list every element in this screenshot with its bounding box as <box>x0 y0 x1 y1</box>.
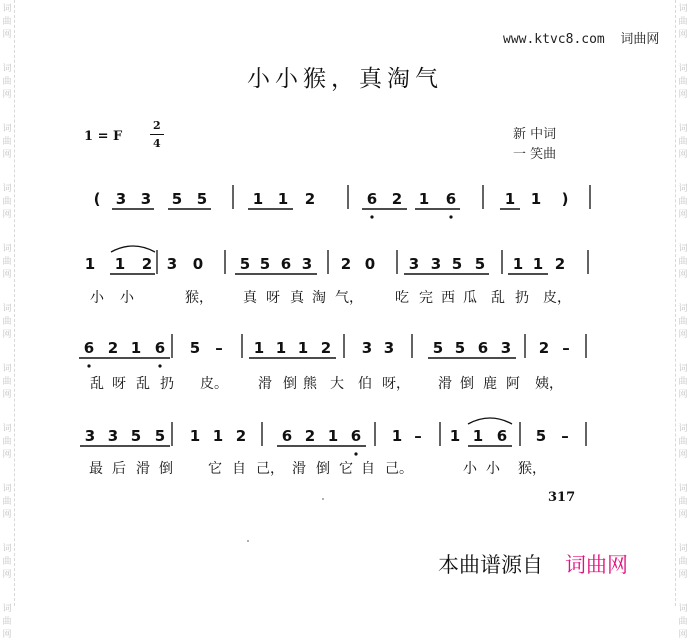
margin-glyph: 词 <box>678 364 688 374</box>
margin-glyph: 词 <box>2 484 12 494</box>
note-5: 5 <box>535 427 547 445</box>
margin-glyph: 曲 <box>678 257 688 267</box>
margin-glyph: 网 <box>678 150 688 160</box>
margin-glyph: 词 <box>2 124 12 134</box>
lyric-char: 小 <box>90 290 104 306</box>
margin-glyph: 网 <box>678 30 688 40</box>
dash-note: – <box>215 339 223 357</box>
note-3: 3 <box>301 255 313 273</box>
note-1: 1 <box>84 255 96 273</box>
note-1: 1 <box>297 339 309 357</box>
margin-glyph: 网 <box>678 390 688 400</box>
note-1: 1 <box>253 339 265 357</box>
margin-glyph: 词 <box>2 364 12 374</box>
lyric-char: 后 <box>112 461 126 477</box>
note-1: 1 <box>189 427 201 445</box>
margin-glyph: 网 <box>2 330 12 340</box>
composer-credit: 一 笑曲 <box>513 147 557 162</box>
note-0: 0 <box>364 255 376 273</box>
lyric-char: 姨， <box>535 376 563 392</box>
note-2: 2 <box>320 339 332 357</box>
margin-glyph: 曲 <box>2 497 12 507</box>
note-1: 1 <box>530 190 542 208</box>
note-2: 2 <box>107 339 119 357</box>
margin-glyph: 网 <box>2 570 12 580</box>
speck <box>322 498 324 500</box>
lyric-char: 滑 <box>438 376 452 392</box>
margin-glyph: 词 <box>2 604 12 614</box>
margin-glyph: 词 <box>678 484 688 494</box>
lyric-char: 己。 <box>385 461 413 477</box>
margin-glyph: 曲 <box>678 617 688 627</box>
note-5: 5 <box>171 190 183 208</box>
margin-glyph: 网 <box>2 30 12 40</box>
lyric-char: 真 <box>290 290 304 306</box>
note-5: 5 <box>259 255 271 273</box>
lyric-char: 瓜 <box>463 290 477 306</box>
lyric-char: 真 <box>243 290 257 306</box>
margin-glyph: 词 <box>678 64 688 74</box>
lyric-char: 呀 <box>266 290 280 306</box>
margin-glyph: 曲 <box>678 437 688 447</box>
note-5: 5 <box>130 427 142 445</box>
margin-glyph: 曲 <box>2 77 12 87</box>
tie-arc <box>468 418 512 424</box>
lyric-char: 倒 <box>159 461 173 477</box>
margin-glyph: 网 <box>678 450 688 460</box>
margin-glyph: 曲 <box>678 557 688 567</box>
lyric-char: 倒 <box>316 461 330 477</box>
margin-glyph: 词 <box>678 124 688 134</box>
note-6: 6 <box>496 427 508 445</box>
lyric-char: 呀 <box>112 376 126 392</box>
lyric-char: 滑 <box>258 376 272 392</box>
margin-glyph: 曲 <box>2 617 12 627</box>
note-3: 3 <box>383 339 395 357</box>
margin-glyph: 曲 <box>678 317 688 327</box>
time-signature-numerator: 2 <box>153 119 161 132</box>
margin-glyph: 词 <box>678 424 688 434</box>
dash-note: – <box>562 339 570 357</box>
lyric-char: 最 <box>89 461 103 477</box>
lyric-char: 小 <box>120 290 134 306</box>
margin-glyph: 曲 <box>2 137 12 147</box>
lyric-char: 乱 <box>491 290 505 306</box>
lyric-char: 小 <box>463 461 477 477</box>
note-2: 2 <box>304 190 316 208</box>
margin-glyph: 网 <box>2 390 12 400</box>
margin-glyph: 词 <box>2 244 12 254</box>
note-1: 1 <box>277 190 289 208</box>
footer-text: 本曲谱源自 <box>438 553 543 577</box>
margin-glyph: 网 <box>678 570 688 580</box>
note-1: 1 <box>418 190 430 208</box>
note-0: 0 <box>192 255 204 273</box>
low-octave-dot <box>87 364 90 367</box>
margin-glyph: 词 <box>678 244 688 254</box>
note-2: 2 <box>391 190 403 208</box>
lyric-char: 它 <box>208 461 222 477</box>
margin-glyph: 网 <box>2 510 12 520</box>
margin-glyph: 曲 <box>2 437 12 447</box>
margin-glyph: 词 <box>2 184 12 194</box>
lyric-char: 呀， <box>382 376 410 392</box>
tie-arc <box>111 246 155 252</box>
margin-glyph: 曲 <box>678 17 688 27</box>
note-1: 1 <box>275 339 287 357</box>
margin-glyph: 词 <box>678 544 688 554</box>
lyric-char: 气， <box>335 290 363 306</box>
lyric-char: 滑 <box>136 461 150 477</box>
note-3: 3 <box>140 190 152 208</box>
margin-glyph: 曲 <box>2 317 12 327</box>
margin-glyph: 网 <box>678 630 688 640</box>
margin-glyph: 曲 <box>678 497 688 507</box>
margin-glyph: 词 <box>678 184 688 194</box>
speck <box>247 540 249 542</box>
key-signature: 1 = F <box>84 129 123 144</box>
margin-glyph: 词 <box>2 64 12 74</box>
margin-glyph: 网 <box>678 270 688 280</box>
margin-glyph: 曲 <box>678 77 688 87</box>
margin-glyph: 网 <box>2 150 12 160</box>
note-6: 6 <box>281 427 293 445</box>
note-1: 1 <box>252 190 264 208</box>
margin-glyph: 网 <box>2 210 12 220</box>
margin-glyph: 曲 <box>2 257 12 267</box>
note-5: 5 <box>432 339 444 357</box>
lyric-char: 乱 <box>136 376 150 392</box>
dash-note: – <box>414 427 422 445</box>
note-3: 3 <box>107 427 119 445</box>
lyric-char: 扔 <box>160 376 174 392</box>
note-5: 5 <box>239 255 251 273</box>
margin-glyph: 网 <box>678 90 688 100</box>
note-3: 3 <box>115 190 127 208</box>
margin-glyph: 曲 <box>678 377 688 387</box>
note-3: 3 <box>166 255 178 273</box>
lyric-char: 倒 <box>283 376 297 392</box>
margin-glyph: 词 <box>678 604 688 614</box>
note-6: 6 <box>350 427 362 445</box>
lyric-char: 猴， <box>518 461 546 477</box>
note-3: 3 <box>361 339 373 357</box>
margin-glyph: 曲 <box>678 197 688 207</box>
note-3: 3 <box>500 339 512 357</box>
song-title: 小小猴，真淘气 <box>247 66 443 92</box>
note-1: 1 <box>504 190 516 208</box>
note-6: 6 <box>280 255 292 273</box>
lyric-char: 完 <box>419 290 433 306</box>
lyric-char: 倒 <box>460 376 474 392</box>
note-2: 2 <box>538 339 550 357</box>
margin-glyph: 词 <box>2 424 12 434</box>
note-1: 1 <box>449 427 461 445</box>
footer-brand[interactable]: 词曲网 <box>565 553 628 577</box>
note-6: 6 <box>83 339 95 357</box>
note-1: 1 <box>532 255 544 273</box>
margin-glyph: 词 <box>2 544 12 554</box>
margin-glyph: 词 <box>2 4 12 14</box>
footer-source <box>438 549 628 579</box>
lyric-char: 皮， <box>543 290 571 306</box>
lyric-char: 扔 <box>515 290 529 306</box>
margin-glyph: 网 <box>678 330 688 340</box>
lyric-char: 伯 <box>358 376 372 392</box>
page-number: 317 <box>548 490 576 505</box>
note-5: 5 <box>451 255 463 273</box>
margin-glyph: 曲 <box>2 197 12 207</box>
site-brand: 词曲网 <box>620 32 660 47</box>
margin-glyph: 词 <box>678 4 688 14</box>
note-6: 6 <box>445 190 457 208</box>
lyric-char: 西 <box>441 290 455 306</box>
lyric-char: 鹿 <box>483 376 497 392</box>
lyric-char: 阿 <box>506 376 520 392</box>
lyric-char: 它 <box>339 461 353 477</box>
dash-note: – <box>561 427 569 445</box>
note-1: 1 <box>212 427 224 445</box>
margin-glyph: 词 <box>2 304 12 314</box>
note-1: 1 <box>472 427 484 445</box>
lyric-char: 淘 <box>312 290 326 306</box>
time-signature-denominator: 4 <box>153 137 161 150</box>
lyric-char: 自 <box>361 461 375 477</box>
note-3: 3 <box>430 255 442 273</box>
note-5: 5 <box>189 339 201 357</box>
margin-glyph: 网 <box>678 510 688 520</box>
low-octave-dot <box>370 215 373 218</box>
lyric-char: 小 <box>486 461 500 477</box>
note-1: 1 <box>327 427 339 445</box>
margin-glyph: 网 <box>2 630 12 640</box>
note-2: 2 <box>304 427 316 445</box>
note-6: 6 <box>477 339 489 357</box>
site-url[interactable]: www.ktvc8.com <box>503 32 605 47</box>
lyric-char: 自 <box>232 461 246 477</box>
lyric-char: 吃 <box>395 290 409 306</box>
lyric-char: 皮。 <box>200 376 228 392</box>
score-layer <box>79 185 590 477</box>
note-1: 1 <box>114 255 126 273</box>
note-3: 3 <box>408 255 420 273</box>
note-2: 2 <box>554 255 566 273</box>
margin-glyph: 词 <box>678 304 688 314</box>
note-5: 5 <box>154 427 166 445</box>
note-2: 2 <box>235 427 247 445</box>
low-octave-dot <box>158 364 161 367</box>
note-1: 1 <box>512 255 524 273</box>
margin-glyph: 曲 <box>2 377 12 387</box>
note-5: 5 <box>454 339 466 357</box>
low-octave-dot <box>449 215 452 218</box>
margin-glyph: 网 <box>2 270 12 280</box>
margin-glyph: 曲 <box>678 137 688 147</box>
note-3: 3 <box>84 427 96 445</box>
lyricist-credit: 新 中词 <box>513 127 557 142</box>
note-2: 2 <box>141 255 153 273</box>
margin-glyph: 网 <box>678 210 688 220</box>
note-1: 1 <box>130 339 142 357</box>
paren: ) <box>561 190 569 208</box>
note-1: 1 <box>391 427 403 445</box>
lyric-char: 猴， <box>185 290 213 306</box>
margin-glyph: 曲 <box>2 557 12 567</box>
note-5: 5 <box>474 255 486 273</box>
margin-glyph: 网 <box>2 90 12 100</box>
lyric-char: 乱 <box>90 376 104 392</box>
note-6: 6 <box>154 339 166 357</box>
paren: ( <box>93 190 101 208</box>
lyric-char: 滑 <box>292 461 306 477</box>
note-5: 5 <box>196 190 208 208</box>
note-2: 2 <box>340 255 352 273</box>
lyric-char: 己， <box>256 461 284 477</box>
lyric-char: 熊 <box>303 376 317 392</box>
lyric-char: 大 <box>330 376 344 392</box>
low-octave-dot <box>354 452 357 455</box>
margin-glyph: 网 <box>2 450 12 460</box>
margin-glyph: 曲 <box>2 17 12 27</box>
note-6: 6 <box>366 190 378 208</box>
